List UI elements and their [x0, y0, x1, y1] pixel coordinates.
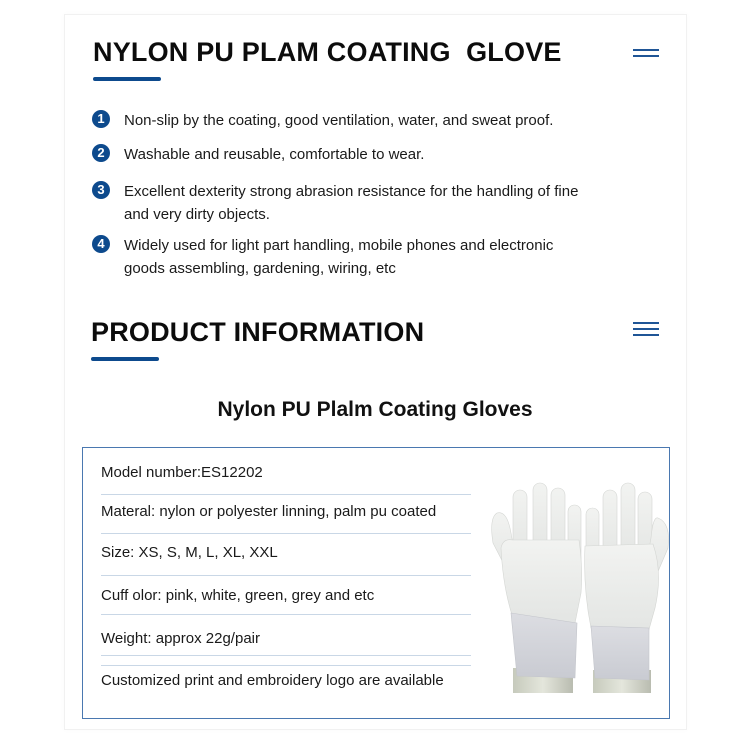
feature-item-1 — [92, 109, 594, 132]
double-line-menu-icon[interactable] — [633, 49, 659, 61]
product-info-panel — [82, 447, 670, 719]
divider — [101, 665, 471, 666]
section-title-product-info: PRODUCT INFORMATION — [91, 317, 425, 347]
feature-text: Washable and reusable, comfortable to wear. — [124, 146, 425, 163]
spec-material: Materal: nylon or polyester linning, palm pu coated — [101, 503, 437, 520]
divider — [101, 533, 471, 534]
number-badge-3: 3 — [92, 181, 110, 199]
spec-weight: Weight: approx 22g/pair — [101, 630, 260, 647]
divider — [101, 655, 471, 656]
title-underline — [91, 357, 159, 361]
feature-item-4 — [92, 234, 594, 280]
glove-product-image — [483, 478, 673, 693]
section-title-glove: NYLON PU PLAM COATING GLOVE — [93, 37, 562, 67]
feature-text: Widely used for light part handling, mobile phones and electronic goods assembling, gardening, wiring, etc — [124, 237, 554, 277]
spec-customization: Customized print and embroidery logo are available — [101, 672, 444, 689]
number-badge-2: 2 — [92, 144, 110, 162]
triple-line-menu-icon[interactable] — [633, 322, 659, 340]
feature-text: Non-slip by the coating, good ventilation, water, and sweat proof. — [124, 112, 554, 129]
feature-item-3 — [92, 180, 594, 226]
feature-text: Excellent dexterity strong abrasion resistance for the handling of fine and very dirty objects. — [124, 183, 579, 223]
divider — [101, 494, 471, 495]
feature-item-2 — [92, 143, 594, 166]
spec-model-number: Model number:ES12202 — [101, 464, 263, 481]
spec-cuff-color: Cuff olor: pink, white, green, grey and etc — [101, 587, 375, 604]
title-underline — [93, 77, 161, 81]
product-heading: Nylon PU Plalm Coating Gloves — [217, 398, 533, 421]
spec-size: Size: XS, S, M, L, XL, XXL — [101, 544, 278, 561]
divider — [101, 614, 471, 615]
divider — [101, 575, 471, 576]
number-badge-1: 1 — [92, 110, 110, 128]
number-badge-4: 4 — [92, 235, 110, 253]
